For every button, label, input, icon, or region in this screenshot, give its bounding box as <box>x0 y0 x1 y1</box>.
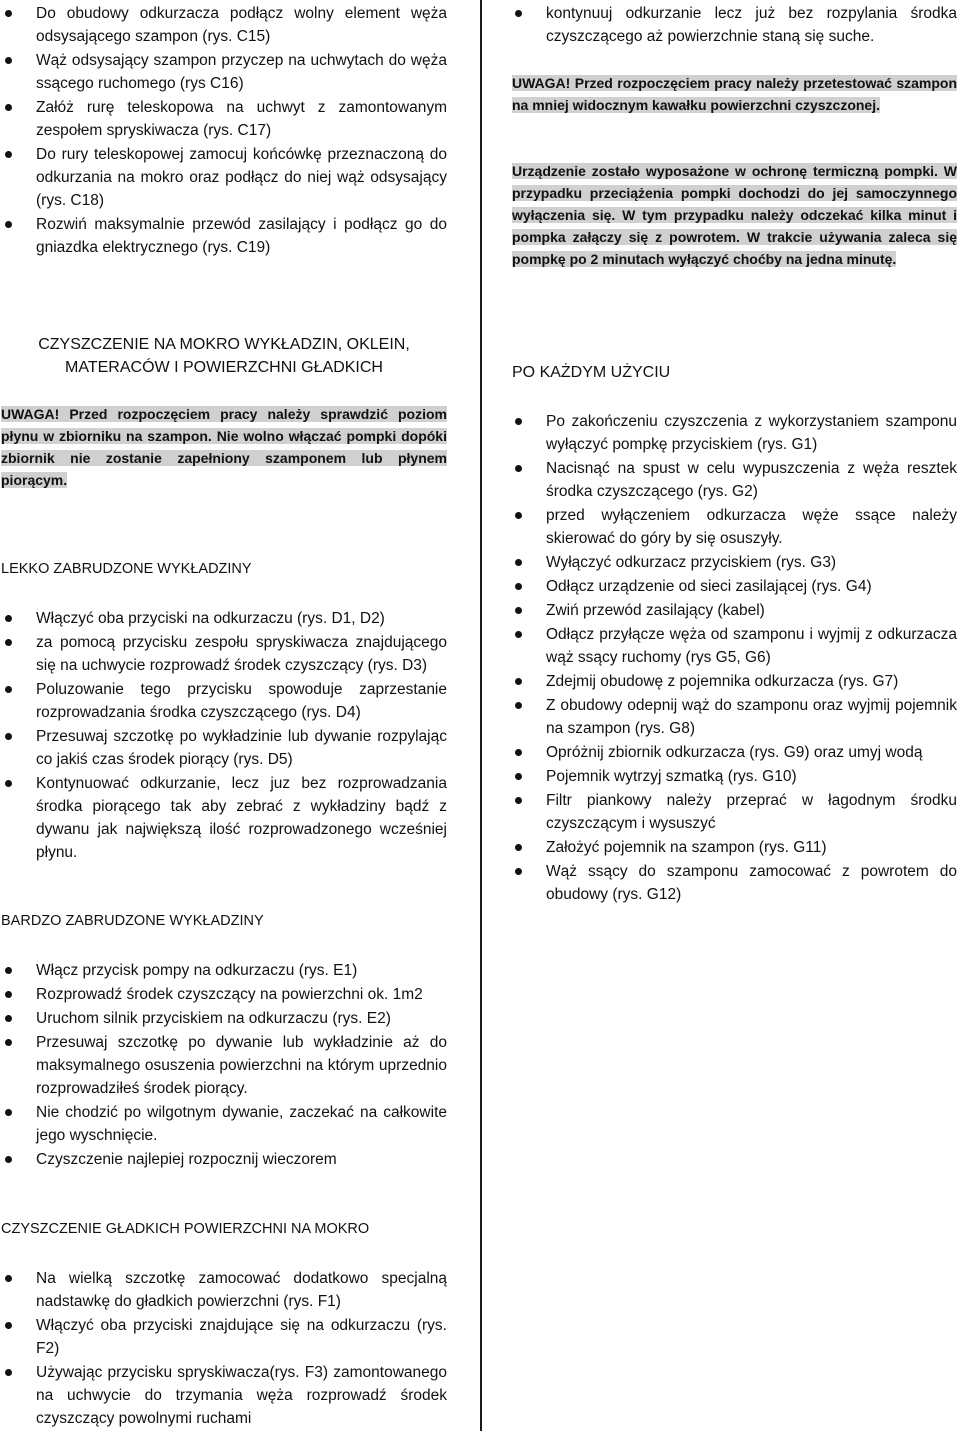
list-item: Po zakończeniu czyszczenia z wykorzystaniem szamponu wyłączyć pompkę przyciskiem (rys. G1) <box>511 410 957 456</box>
list-item: Kontynuować odkurzanie, lecz juz bez rozprowadzania środka piorącego tak aby zebrać z wykładziny bądź z dywanu jak największą ilość rozprowadzonego wcześniej płynu. <box>1 772 447 864</box>
list-item: Rozwiń maksymalnie przewód zasilający i podłącz go do gniazdka elektrycznego (rys. C19) <box>1 213 447 259</box>
list-item: Używając przycisku spryskiwacza(rys. F3) zamontowanego na uchwycie do trzymania węża rozprowadź środek czyszczący powolnymi ruchami <box>1 1361 447 1430</box>
list-item: Poluzowanie tego przycisku spowoduje zaprzestanie rozprowadzania środka czyszczącego (rys. D4) <box>1 678 447 724</box>
after-use-list <box>511 410 957 907</box>
list-item: przed wyłączeniem odkurzacza węże ssące należy skierować do góry by się osuszyły. <box>511 504 957 550</box>
list-item: Do rury teleskopowej zamocuj końcówkę przeznaczoną do odkurzania na mokro oraz podłącz do niej wąż odsysający (rys. C18) <box>1 143 447 212</box>
list-item: Wąż ssący do szamponu zamocować z powrotem do obudowy (rys. G12) <box>511 860 957 906</box>
heavy-dirt-list <box>1 959 447 1172</box>
list-item: Pojemnik wytrzyj szmatką (rys. G10) <box>511 765 957 788</box>
list-item: Zdejmij obudowę z pojemnika odkurzacza (rys. G7) <box>511 670 957 693</box>
list-item: Do obudowy odkurzacza podłącz wolny element węża odsysającego szampon (rys. C15) <box>1 2 447 48</box>
warning-shampoo-level <box>1 403 447 491</box>
list-item: Zwiń przewód zasilający (kabel) <box>511 599 957 622</box>
light-dirt-heading: LEKKO ZABRUDZONE WYKŁADZINY <box>1 561 252 577</box>
list-item: Odłącz urządzenie od sieci zasilającej (rys. G4) <box>511 575 957 598</box>
list-item: Włączyć oba przyciski na odkurzaczu (rys. D1, D2) <box>1 607 447 630</box>
list-item: Nacisnąć na spust w celu wypuszczenia z węża resztek środka czyszczącego (rys. G2) <box>511 457 957 503</box>
main-section-heading: CZYSZCZENIE NA MOKRO WYKŁADZIN, OKLEIN, MATERACÓW I POWIERZCHNI GŁADKICH <box>38 336 410 376</box>
list-item: Uruchom silnik przyciskiem na odkurzaczu (rys. E2) <box>1 1007 447 1030</box>
intro-list <box>1 2 447 260</box>
list-item: Założyć pojemnik na szampon (rys. G11) <box>511 836 957 859</box>
thermal-protection-note <box>512 160 957 270</box>
warning-test-text: UWAGA! Przed rozpoczęciem pracy należy przetestować szampon na mniej widocznym kawałku powierzchni czyszczonej. <box>512 75 957 113</box>
warning-text: UWAGA! Przed rozpoczęciem pracy należy sprawdzić poziom płynu w zbiorniku na szampon. Nie wolno włączać pompki dopóki zbiornik nie zostanie zapełniony szamponem lub płynem piorącym. <box>1 406 447 488</box>
continue-list <box>511 2 957 49</box>
list-item: Włącz przycisk pompy na odkurzaczu (rys. E1) <box>1 959 447 982</box>
light-dirt-list <box>1 607 447 865</box>
list-item: Rozprowadź środek czyszczący na powierzchni ok. 1m2 <box>1 983 447 1006</box>
list-item: Na wielką szczotkę zamocować dodatkowo specjalną nadstawkę do gładkich powierzchni (rys. F1) <box>1 1267 447 1313</box>
list-item: Wąż odsysający szampon przyczep na uchwytach do węża ssącego ruchomego (rys C16) <box>1 49 447 95</box>
list-item: Odłącz przyłącze węża od szamponu i wyjmij z odkurzacza wąż ssący ruchomy (rys G5, G6) <box>511 623 957 669</box>
after-use-heading: PO KAŻDYM UŻYCIU <box>512 364 671 381</box>
warning-test-shampoo <box>512 72 957 116</box>
list-item: za pomocą przycisku zespołu spryskiwacza znajdującego się na uchwycie rozprowadź środek czyszczący (rys. D3) <box>1 631 447 677</box>
list-item: Przesuwaj szczotkę po wykładzinie lub dywanie rozpylając co jakiś czas środek piorący (rys. D5) <box>1 725 447 771</box>
list-item: Wyłączyć odkurzacz przyciskiem (rys. G3) <box>511 551 957 574</box>
list-item: Załóż rurę teleskopowa na uchwyt z zamontowanym zespołem spryskiwacza (rys. C17) <box>1 96 447 142</box>
list-item: Z obudowy odepnij wąż do szamponu oraz wyjmij pojemnik na szampon (rys. G8) <box>511 694 957 740</box>
thermal-note-text: Urządzenie zostało wyposażone w ochronę termiczną pompki. W przypadku przeciążenia pompki dochodzi do jej samoczynnego wyłączenia się. W tym przypadku należy odczekać kilka minut i pompka załączy się z powrotem. W trakcie używania zaleca się pompkę po 2 minutach wyłączyć choćby na jedna minutę. <box>512 163 957 267</box>
list-item: Czyszczenie najlepiej rozpocznij wieczorem <box>1 1148 447 1171</box>
heavy-dirt-heading: BARDZO ZABRUDZONE WYKŁADZINY <box>1 913 264 929</box>
list-item: Nie chodzić po wilgotnym dywanie, zaczekać na całkowite jego wyschnięcie. <box>1 1101 447 1147</box>
list-item: kontynuuj odkurzanie lecz już bez rozpylania środka czyszczącego aż powierzchnie staną się suche. <box>511 2 957 48</box>
column-divider <box>480 0 482 1431</box>
list-item: Przesuwaj szczotkę po dywanie lub wykładzinie aż do maksymalnego osuszenia powierzchni na którym uprzednio rozprowadziłeś środek piorący. <box>1 1031 447 1100</box>
smooth-surface-heading: CZYSZCZENIE GŁADKICH POWIERZCHNI NA MOKRO <box>1 1221 370 1237</box>
list-item: Opróżnij zbiornik odkurzacza (rys. G9) oraz umyj wodą <box>511 741 957 764</box>
smooth-surface-list <box>1 1267 447 1431</box>
list-item: Filtr piankowy należy przeprać w łagodnym środku czyszczącym i wysuszyć <box>511 789 957 835</box>
list-item: Włączyć oba przyciski znajdujące się na odkurzaczu (rys. F2) <box>1 1314 447 1360</box>
